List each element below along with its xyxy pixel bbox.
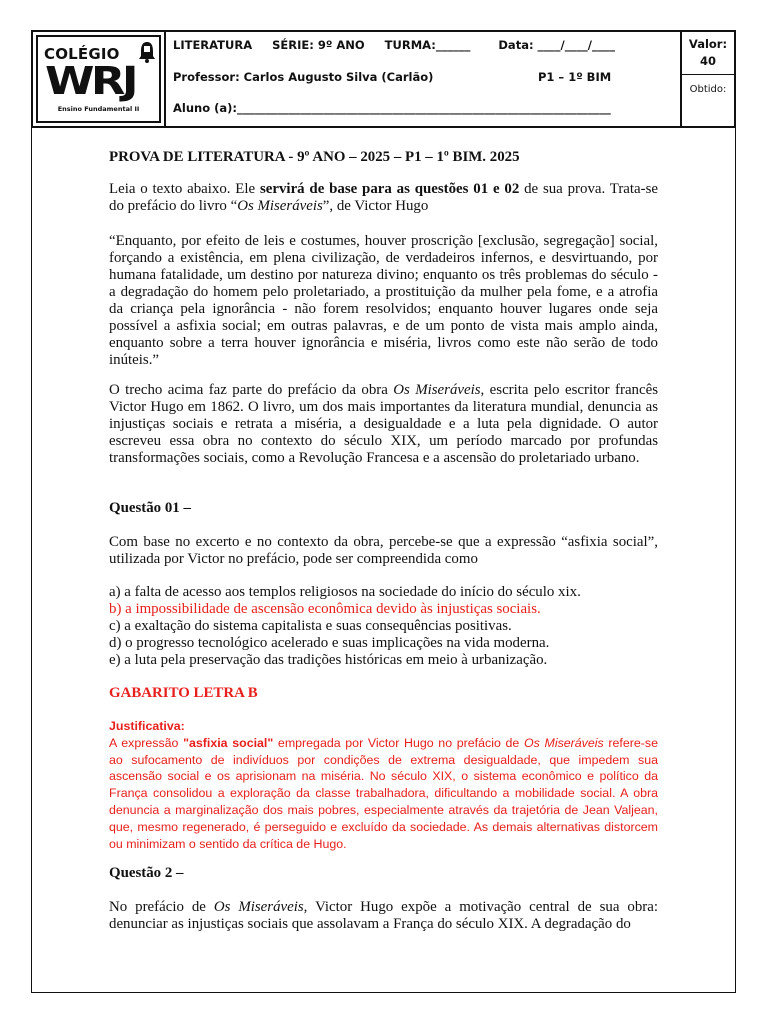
question-1-options: [109, 584, 658, 669]
student-line: Aluno (a):_________________________________________________________________: [173, 101, 611, 115]
option-d: d) o progresso tecnológico acelerado e suas implicações na vida moderna.: [109, 635, 550, 651]
intro-paragraph: [109, 181, 658, 215]
book-title-3: Os Miseráveis: [213, 899, 304, 915]
question-1-stem: Com base no excerto e no contexto da obra, percebe-se que a expressão “asfixia social”, utilizada por Victor no prefácio, pode ser compreendida como: [109, 534, 658, 567]
logo-main-text: WRJ: [45, 59, 136, 103]
context-text: O trecho acima faz parte do prefácio da obra: [109, 382, 394, 398]
option-a: a) a falta de acesso aos templos religiosos na sociedade do início do século xix.: [109, 584, 581, 600]
exam-header: [31, 30, 736, 128]
just-text-1: A expressão: [109, 735, 184, 750]
context-paragraph: [109, 382, 658, 467]
score-cell: [682, 30, 736, 128]
exam-title: PROVA DE LITERATURA - 9º ANO – 2025 – P1 – 1º BIM. 2025: [109, 149, 520, 165]
q2-text: No prefácio de: [109, 899, 214, 915]
intro-text-2: de sua prova. Trata-se do prefácio do livro “: [109, 181, 659, 214]
exam-code: P1 – 1º BIM: [538, 70, 612, 84]
school-logo: [36, 35, 161, 123]
teacher-line: Professor: Carlos Augusto Silva (Carlão): [173, 70, 434, 84]
justification-label: Justificativa:: [109, 719, 185, 733]
justification-text: [109, 735, 658, 853]
just-text-2: empregada por Victor Hugo no prefácio de: [273, 735, 524, 750]
q2-text-2: , Victor Hugo expõe a motivação central de sua obra: denunciar as injustiças sociais que assolavam a França do século XIX. A degradação do: [109, 899, 658, 932]
just-term: "asfixia social": [183, 735, 274, 750]
just-book-title: Os Miseráveis: [523, 735, 604, 750]
score-divider: [682, 74, 734, 75]
option-e: e) a luta pela preservação das tradições históricas em meio à urbanização.: [109, 652, 548, 668]
value-number: 40: [699, 54, 716, 68]
question-2-stem: [109, 899, 658, 933]
intro-emphasis: servirá de base para as questões 01 e 02: [259, 181, 520, 197]
info-cell: [166, 30, 682, 128]
option-c: c) a exaltação do sistema capitalista e suas consequências positivas.: [109, 618, 512, 634]
just-text-3: refere-se ao sufocamento de indivíduos por condições de extrema desigualdade, que impedem sua ascensão social e os aprisionam na miséria. No século XIX, o sistema econômico e político da França consolidou a exploração da classe trabalhadora, dificultando a mobilidade social. A obra denuncia a marginalização dos mais pobres, especialmente através da trajetória de Jean Valjean, que, mesmo regenerado, é perseguido e excluído da sociedade. As demais alternativas distorcem ou minimizam o sentido da crítica de Hugo.: [109, 735, 658, 851]
question-2-heading: Questão 2 –: [109, 865, 184, 881]
intro-text-3: ”, de Victor Hugo: [322, 198, 429, 214]
bell-icon: [138, 41, 156, 63]
context-text-2: , escrita pelo escritor francês Victor Hugo em 1862. O livro, um dos mais importantes da literatura mundial, denuncia as injustiças sociais e retrata a miséria, a desigualdade e a luta pela dignidade. O autor escreveu essa obra no contexto do século XIX, um período marcado por profundas transformações sociais, como a Revolução Francesa e a ascensão do proletariado urbano.: [109, 382, 659, 466]
logo-cell: [31, 30, 166, 128]
book-title: Os Miseráveis: [237, 198, 323, 214]
logo-top-text: COLÉGIO: [44, 45, 120, 63]
justification: [109, 718, 658, 852]
intro-text: Leia o texto abaixo. Ele: [109, 181, 260, 197]
subject-line: LITERATURA SÉRIE: 9º ANO TURMA:______ Data: ____/____/____: [173, 38, 615, 52]
quote-paragraph: “Enquanto, por efeito de leis e costumes, houver proscrição [exclusão, segregação] social, forçando a existência, em plena civilização, de verdadeiros infernos, e desvirtuando, por humana fatalidade, um destino por natureza divino; enquanto os três problemas do século - a degradação do homem pelo proletariado, a prostituição da mulher pela fome, e a atrofia da criança pela ignorância - não forem resolvidos; enquanto houver lugares onde seja possível a asfixia social; em outras palavras, e de um ponto de vista mais amplo ainda, enquanto sobre a terra houver ignorância e miséria, livros como este não serão de todo inúteis.”: [109, 233, 658, 368]
book-title-2: Os Miseráveis: [393, 382, 481, 398]
option-b-correct: b) a impossibilidade de ascensão econômica devido às injustiças sociais.: [109, 601, 541, 617]
question-1-heading: Questão 01 –: [109, 500, 191, 516]
obtained-label: Obtido:: [689, 84, 727, 95]
answer-key: GABARITO LETRA B: [109, 685, 258, 701]
logo-subtitle: Ensino Fundamental II: [57, 105, 140, 113]
value-label: Valor:: [688, 37, 728, 51]
